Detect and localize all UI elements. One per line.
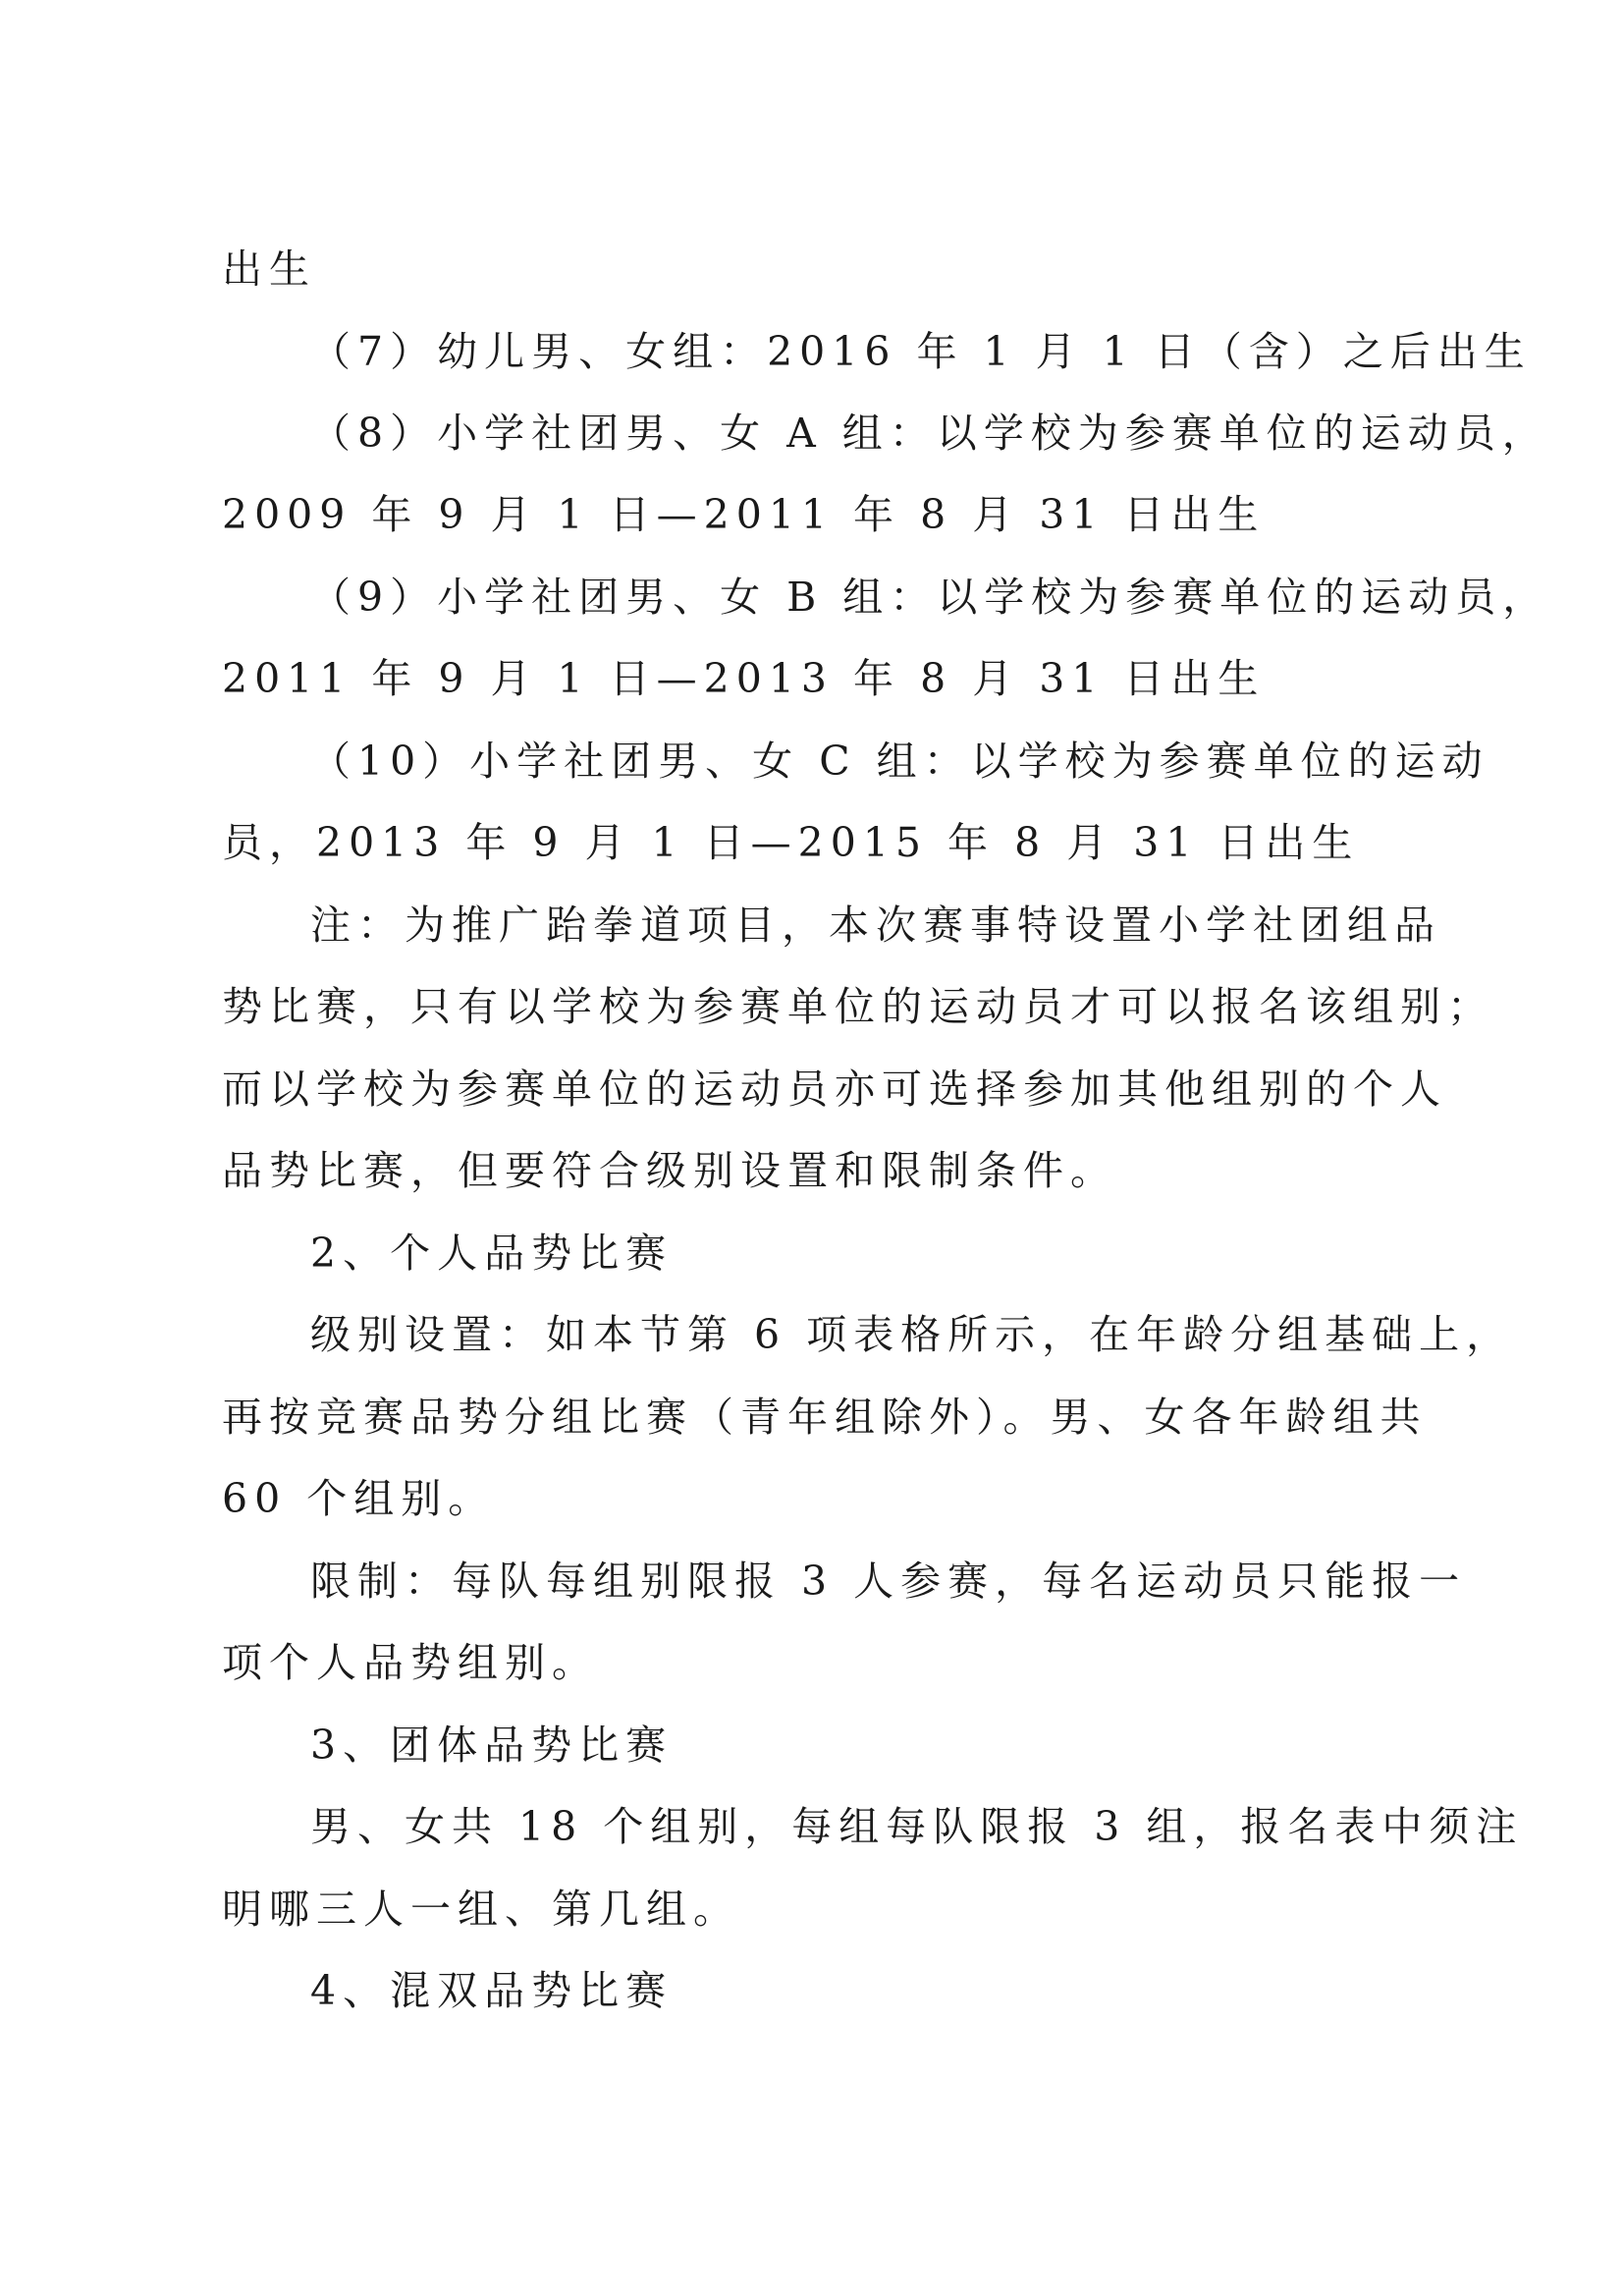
text-line-team-1: 男、女共 18 个组别，每组每队限报 3 组，报名表中须注 [310, 1803, 1524, 1850]
text-line-team-2: 明哪三人一组、第几组。 [222, 1886, 740, 1933]
text-line-level-setting-3: 60 个组别。 [222, 1475, 496, 1522]
text-line-item-8-dates: 2009 年 9 月 1 日—2011 年 8 月 31 日出生 [222, 491, 1266, 538]
text-line-note-2: 势比赛，只有以学校为参赛单位的运动员才可以报名该组别； [222, 983, 1494, 1030]
text-line-item-7: （7）幼儿男、女组：2016 年 1 月 1 日（含）之后出生 [310, 328, 1532, 375]
text-line-limit-1: 限制：每队每组别限报 3 人参赛，每名运动员只能报一 [310, 1558, 1467, 1605]
text-line-item-9-dates: 2011 年 9 月 1 日—2013 年 8 月 31 日出生 [222, 655, 1266, 702]
section-heading-team-poomsae: 3、团体品势比赛 [310, 1722, 674, 1769]
text-line-note-4: 品势比赛，但要符合级别设置和限制条件。 [222, 1147, 1117, 1194]
text-line-item-9: （9）小学社团男、女 B 组：以学校为参赛单位的运动员， [310, 574, 1550, 621]
text-line-level-setting-2: 再按竞赛品势分组比赛（青年组除外）。男、女各年龄组共 [222, 1394, 1428, 1441]
text-line-note-1: 注：为推广跆拳道项目，本次赛事特设置小学社团组品 [310, 902, 1441, 949]
text-line-limit-2: 项个人品势组别。 [222, 1639, 599, 1686]
text-line-birth-continuation: 出生 [222, 246, 316, 293]
text-line-note-3: 而以学校为参赛单位的运动员亦可选择参加其他组别的个人 [222, 1066, 1447, 1113]
text-line-item-10: （10）小学社团男、女 C 组：以学校为参赛单位的运动 [310, 738, 1489, 785]
text-line-item-10-dates: 员，2013 年 9 月 1 日—2015 年 8 月 31 日出生 [222, 819, 1360, 866]
text-line-item-8: （8）小学社团男、女 A 组：以学校为参赛单位的运动员， [310, 410, 1549, 457]
text-line-level-setting-1: 级别设置：如本节第 6 项表格所示，在年龄分组基础上， [310, 1311, 1514, 1358]
section-heading-individual-poomsae: 2、个人品势比赛 [310, 1230, 674, 1277]
section-heading-pair-poomsae: 4、混双品势比赛 [310, 1967, 674, 2014]
